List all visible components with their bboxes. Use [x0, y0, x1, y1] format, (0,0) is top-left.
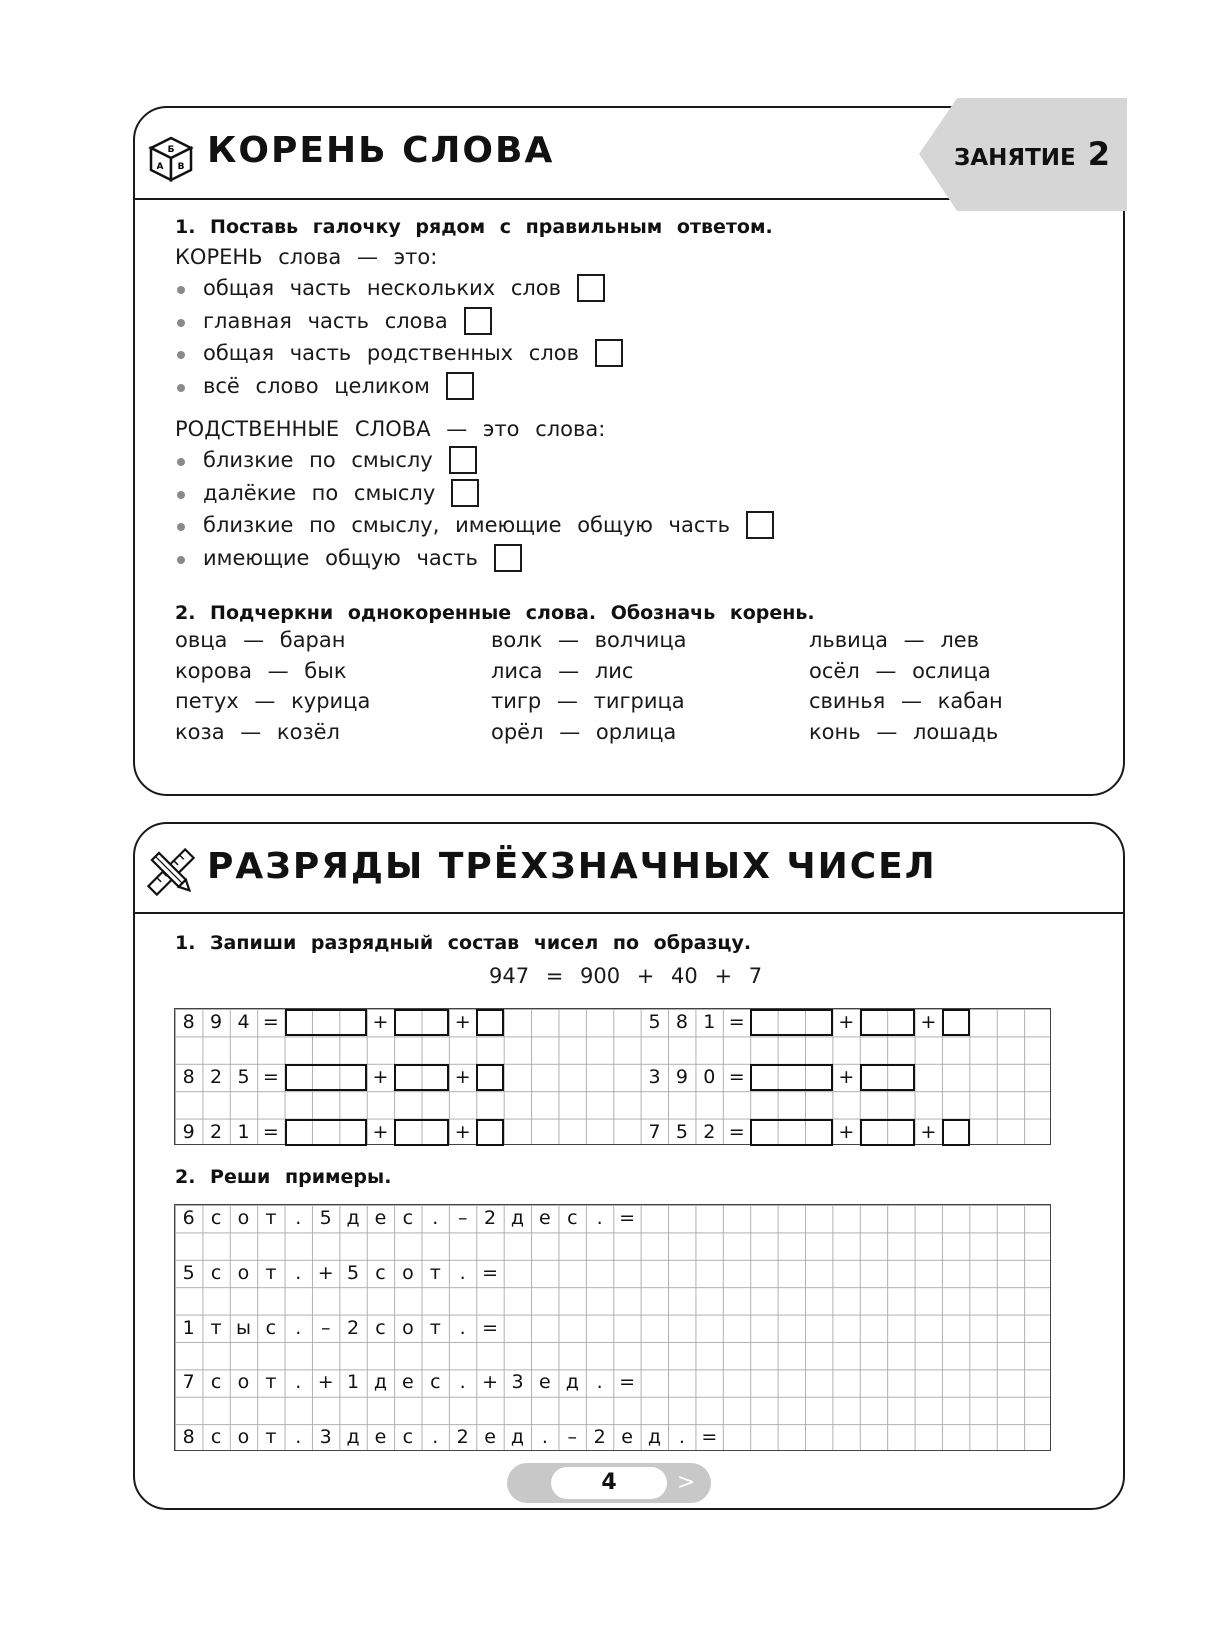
example-char: о	[402, 1316, 414, 1339]
example-char: .	[295, 1207, 302, 1229]
example-char: д	[346, 1426, 360, 1449]
lesson-label: ЗАНЯТИЕ	[954, 145, 1076, 171]
word-pair: конь — лошадь	[809, 719, 999, 744]
example-char: +	[317, 1261, 334, 1284]
section-header	[135, 824, 1123, 914]
section-number-places	[133, 822, 1125, 1510]
example-char: =	[482, 1316, 499, 1339]
number-digit: 3	[648, 1065, 661, 1088]
task-heading: 2. Подчеркни однокоренные слова. Обозначь корень.	[175, 602, 815, 624]
task-heading: 1. Поставь галочку рядом с правильным ответом.	[175, 216, 773, 238]
example-char: е	[621, 1426, 633, 1449]
task-heading: 1. Запиши разрядный состав чисел по образцу.	[175, 932, 752, 954]
example-char: .	[459, 1261, 466, 1284]
answer-box[interactable]	[942, 1119, 969, 1146]
example-char: с	[210, 1426, 222, 1449]
example-char: д	[565, 1371, 579, 1394]
example-char: т	[265, 1371, 277, 1394]
lesson-badge	[919, 98, 1127, 211]
example-char: –	[320, 1316, 331, 1339]
number-digit: 4	[237, 1011, 250, 1033]
digit-grid[interactable]	[174, 1008, 1051, 1145]
bullet-dot	[177, 556, 185, 564]
question-intro: РОДСТВЕННЫЕ СЛОВА — это слова:	[175, 417, 606, 441]
number-digit: 5	[237, 1065, 250, 1088]
example-char: с	[375, 1261, 386, 1284]
example-char: д	[510, 1207, 525, 1229]
example-char: е	[539, 1371, 551, 1394]
example-char: 1	[182, 1316, 195, 1339]
example-char: .	[295, 1316, 302, 1339]
number-digit: 2	[210, 1065, 223, 1088]
plus-sign: +	[372, 1065, 389, 1088]
number-digit: 9	[675, 1065, 688, 1088]
example-char: д	[647, 1426, 662, 1449]
page-number: 4	[551, 1467, 667, 1499]
example-char: 2	[456, 1426, 469, 1449]
answer-box[interactable]	[394, 1009, 449, 1036]
equals-sign: =	[262, 1065, 279, 1088]
answer-checkbox[interactable]	[451, 479, 479, 507]
answer-box[interactable]	[476, 1064, 503, 1091]
word-pair: коза — козёл	[175, 719, 340, 744]
answer-box[interactable]	[285, 1119, 367, 1146]
option-label: далёкие по смыслу	[203, 480, 436, 505]
example-char: 3	[511, 1371, 524, 1394]
example-char: +	[482, 1371, 499, 1394]
svg-text:Б: Б	[167, 145, 175, 155]
example-char: с	[402, 1426, 414, 1449]
word-pair: лиса — лис	[491, 658, 634, 683]
number-digit: 1	[237, 1120, 250, 1143]
example-char: 1	[347, 1371, 360, 1394]
example-char: 5	[347, 1261, 360, 1284]
example-char: с	[210, 1261, 222, 1284]
number-digit: 8	[182, 1065, 195, 1088]
answer-box[interactable]	[394, 1119, 449, 1146]
example-char: 5	[319, 1207, 332, 1229]
example-char: с	[210, 1371, 222, 1394]
example-char: с	[265, 1316, 277, 1339]
question-intro: КОРЕНЬ слова — это:	[175, 245, 438, 269]
example-char: е	[539, 1207, 551, 1229]
next-arrow-icon: >	[677, 1470, 696, 1495]
number-digit: 8	[675, 1011, 688, 1033]
word-pair: волк — волчица	[491, 628, 687, 652]
example-char: .	[432, 1207, 439, 1229]
example-char: т	[429, 1316, 441, 1339]
answer-checkbox[interactable]	[494, 544, 522, 572]
example-char: с	[430, 1371, 441, 1394]
bullet-dot	[177, 523, 185, 531]
svg-text:А: А	[156, 162, 164, 172]
section-title: РАЗРЯДЫ ТРЁХЗНАЧНЫХ ЧИСЕЛ	[207, 846, 937, 887]
answer-box[interactable]	[750, 1064, 832, 1091]
answer-checkbox[interactable]	[449, 446, 477, 474]
example-char: .	[596, 1371, 603, 1394]
example-char: т	[429, 1261, 441, 1284]
example-char: –	[567, 1426, 578, 1449]
word-pair: орёл — орлица	[491, 719, 677, 744]
example-char: т	[265, 1426, 277, 1449]
ruler-pencil-icon	[143, 844, 199, 900]
example-char: т	[265, 1261, 277, 1284]
example-char: 8	[182, 1426, 195, 1449]
task-heading: 2. Реши примеры.	[175, 1166, 392, 1188]
number-digit: 5	[648, 1011, 661, 1033]
answer-box[interactable]	[860, 1119, 915, 1146]
example-char: =	[619, 1207, 636, 1229]
number-digit: 2	[210, 1120, 223, 1143]
option-label: близкие по смыслу	[203, 448, 433, 472]
equals-sign: =	[728, 1120, 745, 1143]
example-char: о	[237, 1207, 250, 1229]
example-char: .	[459, 1316, 466, 1339]
word-pair: тигр — тигрица	[491, 689, 685, 713]
number-digit: 9	[182, 1120, 195, 1143]
bullet-dot	[177, 491, 185, 499]
example-char: 3	[319, 1426, 332, 1449]
example-char: =	[482, 1261, 499, 1284]
example-char: е	[484, 1426, 496, 1449]
example-char: т	[210, 1316, 222, 1339]
plus-sign: +	[920, 1011, 937, 1033]
example-char: д	[510, 1426, 525, 1449]
plus-sign: +	[454, 1011, 471, 1033]
example-char: .	[295, 1371, 302, 1394]
example-char: о	[237, 1261, 250, 1284]
example-char: д	[346, 1207, 360, 1229]
bullet-dot	[177, 351, 185, 359]
plus-sign: +	[838, 1120, 855, 1143]
plus-sign: +	[454, 1120, 471, 1143]
example-char: .	[295, 1261, 302, 1284]
example-char: .	[541, 1426, 548, 1449]
plus-sign: +	[838, 1011, 855, 1033]
number-digit: 1	[703, 1011, 716, 1033]
option-label: главная часть слова	[203, 308, 448, 333]
word-pair: овца — баран	[175, 628, 346, 652]
example-char: с	[375, 1316, 386, 1339]
example-char: 7	[182, 1371, 195, 1394]
example-char: с	[567, 1207, 578, 1229]
example-char: т	[265, 1207, 277, 1229]
answer-box[interactable]	[942, 1009, 969, 1036]
number-digit: 7	[648, 1120, 661, 1143]
answer-box[interactable]	[750, 1119, 832, 1146]
option-label: общая часть родственных слов	[203, 341, 579, 365]
example-char: е	[374, 1207, 387, 1229]
number-digit: 8	[182, 1011, 195, 1033]
answer-box[interactable]	[285, 1009, 367, 1036]
example-char: о	[237, 1371, 250, 1394]
example-char: +	[317, 1371, 334, 1394]
answer-checkbox[interactable]	[577, 274, 605, 302]
example-char: .	[678, 1426, 685, 1449]
section-title: КОРЕНЬ СЛОВА	[207, 130, 555, 171]
word-pair: осёл — ослица	[809, 658, 991, 683]
alphabet-cube-icon	[143, 128, 199, 184]
example-char: 5	[182, 1261, 195, 1284]
option-label: общая часть нескольких слов	[203, 276, 562, 300]
option-label: близкие по смыслу, имеющие общую часть	[203, 513, 730, 537]
example-char: –	[457, 1207, 468, 1229]
answer-checkbox[interactable]	[464, 307, 492, 335]
example-char: е	[402, 1371, 414, 1394]
lesson-number: 2	[1087, 135, 1111, 173]
answer-box[interactable]	[285, 1064, 367, 1091]
number-digit: 0	[703, 1065, 716, 1088]
answer-checkbox[interactable]	[595, 339, 623, 367]
plus-sign: +	[920, 1120, 937, 1143]
option-label: всё слово целиком	[203, 373, 430, 398]
example-char: =	[619, 1371, 636, 1394]
example-char: .	[432, 1426, 439, 1449]
example-char: =	[701, 1426, 718, 1449]
sample-expression: 947 = 900 + 40 + 7	[489, 964, 763, 988]
example-char: е	[374, 1426, 387, 1449]
plus-sign: +	[838, 1065, 855, 1088]
answer-box[interactable]	[860, 1009, 915, 1036]
example-char: о	[402, 1261, 414, 1284]
examples-grid[interactable]	[174, 1204, 1051, 1451]
example-char: с	[402, 1207, 414, 1229]
equals-sign: =	[262, 1011, 279, 1033]
example-char: ы	[235, 1316, 251, 1339]
equals-sign: =	[728, 1065, 745, 1088]
plus-sign: +	[372, 1120, 389, 1143]
word-pair: львица — лев	[809, 628, 980, 652]
example-char: 6	[182, 1207, 195, 1229]
page-number-pill	[507, 1463, 711, 1503]
answer-box[interactable]	[750, 1009, 832, 1036]
example-char: .	[295, 1426, 302, 1449]
bullet-dot	[177, 458, 185, 466]
answer-box[interactable]	[860, 1064, 915, 1091]
bullet-dot	[177, 286, 185, 294]
number-digit: 2	[703, 1120, 716, 1143]
example-char: 2	[593, 1426, 606, 1449]
bullet-dot	[177, 384, 185, 392]
bullet-dot	[177, 319, 185, 327]
svg-text:В: В	[177, 162, 185, 172]
number-digit: 9	[210, 1011, 223, 1033]
equals-sign: =	[262, 1120, 279, 1143]
example-char: .	[459, 1371, 466, 1394]
plus-sign: +	[454, 1065, 471, 1088]
example-char: о	[237, 1426, 250, 1449]
example-char: 2	[484, 1207, 497, 1229]
example-char: .	[596, 1207, 603, 1229]
word-pair: петух — курица	[175, 689, 371, 713]
word-pair: свинья — кабан	[809, 689, 1003, 713]
equals-sign: =	[728, 1011, 745, 1033]
example-char: 2	[347, 1316, 360, 1339]
example-char: д	[373, 1371, 388, 1394]
option-label: имеющие общую часть	[203, 545, 478, 570]
plus-sign: +	[372, 1011, 389, 1033]
answer-checkbox[interactable]	[446, 372, 474, 400]
number-digit: 5	[675, 1120, 688, 1143]
example-char: с	[210, 1207, 222, 1229]
answer-box[interactable]	[394, 1064, 449, 1091]
answer-checkbox[interactable]	[746, 511, 774, 539]
answer-box[interactable]	[476, 1009, 503, 1036]
answer-box[interactable]	[476, 1119, 503, 1146]
word-pair: корова — бык	[175, 658, 347, 683]
